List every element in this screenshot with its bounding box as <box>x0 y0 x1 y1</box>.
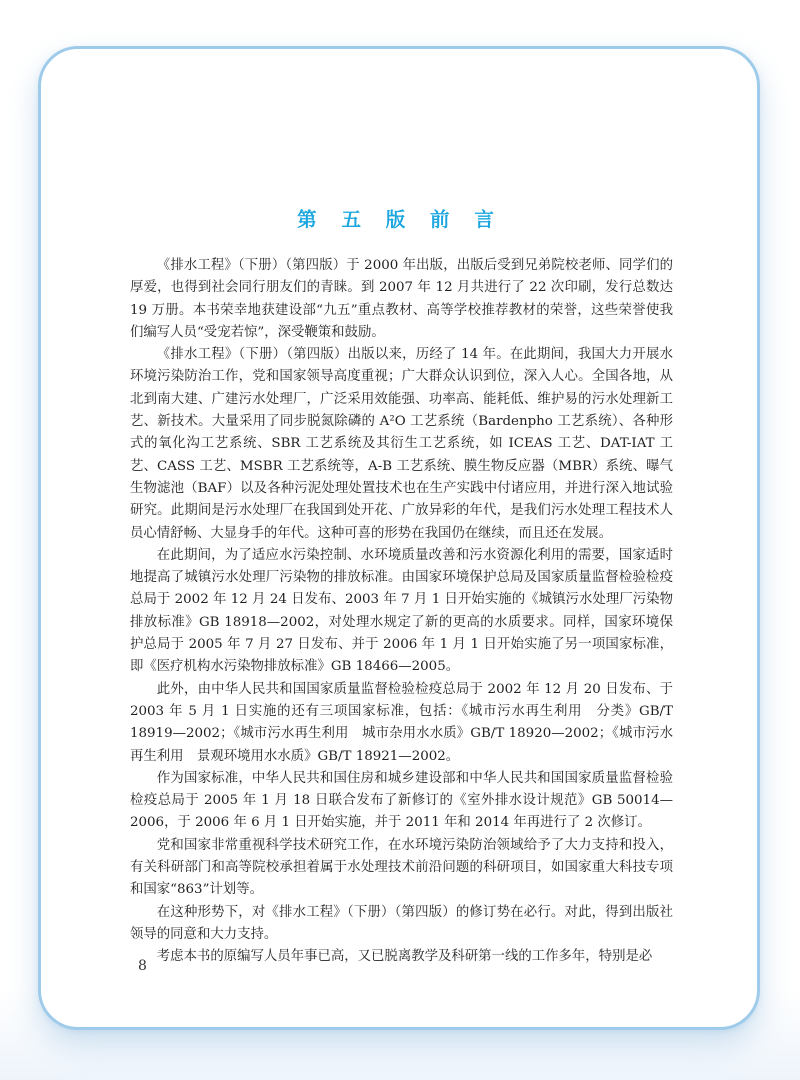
preface-body <box>130 255 673 969</box>
paragraph-1: 《排水工程》（下册）（第四版）于 2000 年出版，出版后受到兄弟院校老师、同学们的厚爱，也得到社会同行朋友们的青睐。到 2007 年 12 月共进行了 22 次印刷，发行总数达 19 万册。本书荣幸地获建设部“九五”重点教材、高等学校推荐教材的荣誉，这些荣誉使我们编写人员“受宠若惊”，深受鞭策和鼓励。 <box>130 258 673 340</box>
paragraph-4: 此外，由中华人民共和国国家质量监督检验检疫总局于 2002 年 12 月 20 日发布、于 2003 年 5 月 1 日实施的还有三项国家标准，包括：《城市污水再生利用 分类》GB/T 18919—2002；《城市污水再生利用 城市杂用水水质》GB/T 18920—2002；《城市污水再生利用 景观环境用水水质》GB/T 18921—2002。 <box>130 681 673 764</box>
paragraph-6: 党和国家非常重视科学技术研究工作，在水环境污染防治领域给予了大力支持和投入，有关科研部门和高等院校承担着属于水处理技术前沿问题的科研项目，如国家重大科技专项和国家“863”计划等。 <box>130 837 673 898</box>
paragraph-5: 作为国家标准，中华人民共和国住房和城乡建设部和中华人民共和国国家质量监督检验检疫总局于 2005 年 1 月 18 日联合发布了新修订的《室外排水设计规范》GB 50014—2006，于 2006 年 6 月 1 日开始实施，并于 2011 年和 2014 年再进行了 2 次修订。 <box>130 770 673 831</box>
paragraph-3: 在此期间，为了适应水污染控制、水环境质量改善和污水资源化利用的需要，国家适时地提高了城镇污水处理厂污染物的排放标准。由国家环境保护总局及国家质量监督检验检疫总局于 2002 年 12 月 24 日发布、2003 年 7 月 1 日开始实施的《城镇污水处理厂污染物排放标准》GB 18918—2002，对处理水规定了新的更高的水质要求。同样，国家环境保护总局于 2005 年 7 月 27 日发布、并于 2006 年 1 月 1 日开始实施了另一项国家标准，即《医疗机构水污染物排放标准》GB 18466—2005。 <box>130 547 673 675</box>
paragraph-2: 《排水工程》（下册）（第四版）出版以来，历经了 14 年。在此期间，我国大力开展水环境污染防治工作，党和国家领导高度重视；广大群众认识到位，深入人心。全国各地，从北到南大建、广建污水处理厂，广泛采用效能强、功率高、能耗低、维护易的污水处理新工艺、新技术。大量采用了同步脱氮除磷的 A²O 工艺系统（Bardenpho 工艺系统）、各种形式的氧化沟工艺系统、SBR 工艺系统及其衍生工艺系统，如 ICEAS 工艺、DAT-IAT 工艺、CASS 工艺、MSBR 工艺系统等，A-B 工艺系统、膜生物反应器（MBR）系统、曝气生物滤池（BAF）以及各种污泥处理处置技术也在生产实践中付诸应用，并进行深入地试验研究。此期间是污水处理厂在我国到处开花、广放异彩的年代，是我们污水处理工程技术人员心情舒畅、大显身手的年代。这种可喜的形势在我国仍在继续，而且还在发展。 <box>130 347 673 541</box>
page-title: 第 五 版 前 言 <box>297 208 503 231</box>
paragraph-7: 在这种形势下，对《排水工程》（下册）（第四版）的修订势在必行。对此，得到出版社领导的同意和大力支持。 <box>130 904 673 942</box>
paragraph-8: 考虑本书的原编写人员年事已高，又已脱离教学及科研第一线的工作多年，特别是必 <box>156 949 653 965</box>
page-number: 8 <box>138 958 147 974</box>
